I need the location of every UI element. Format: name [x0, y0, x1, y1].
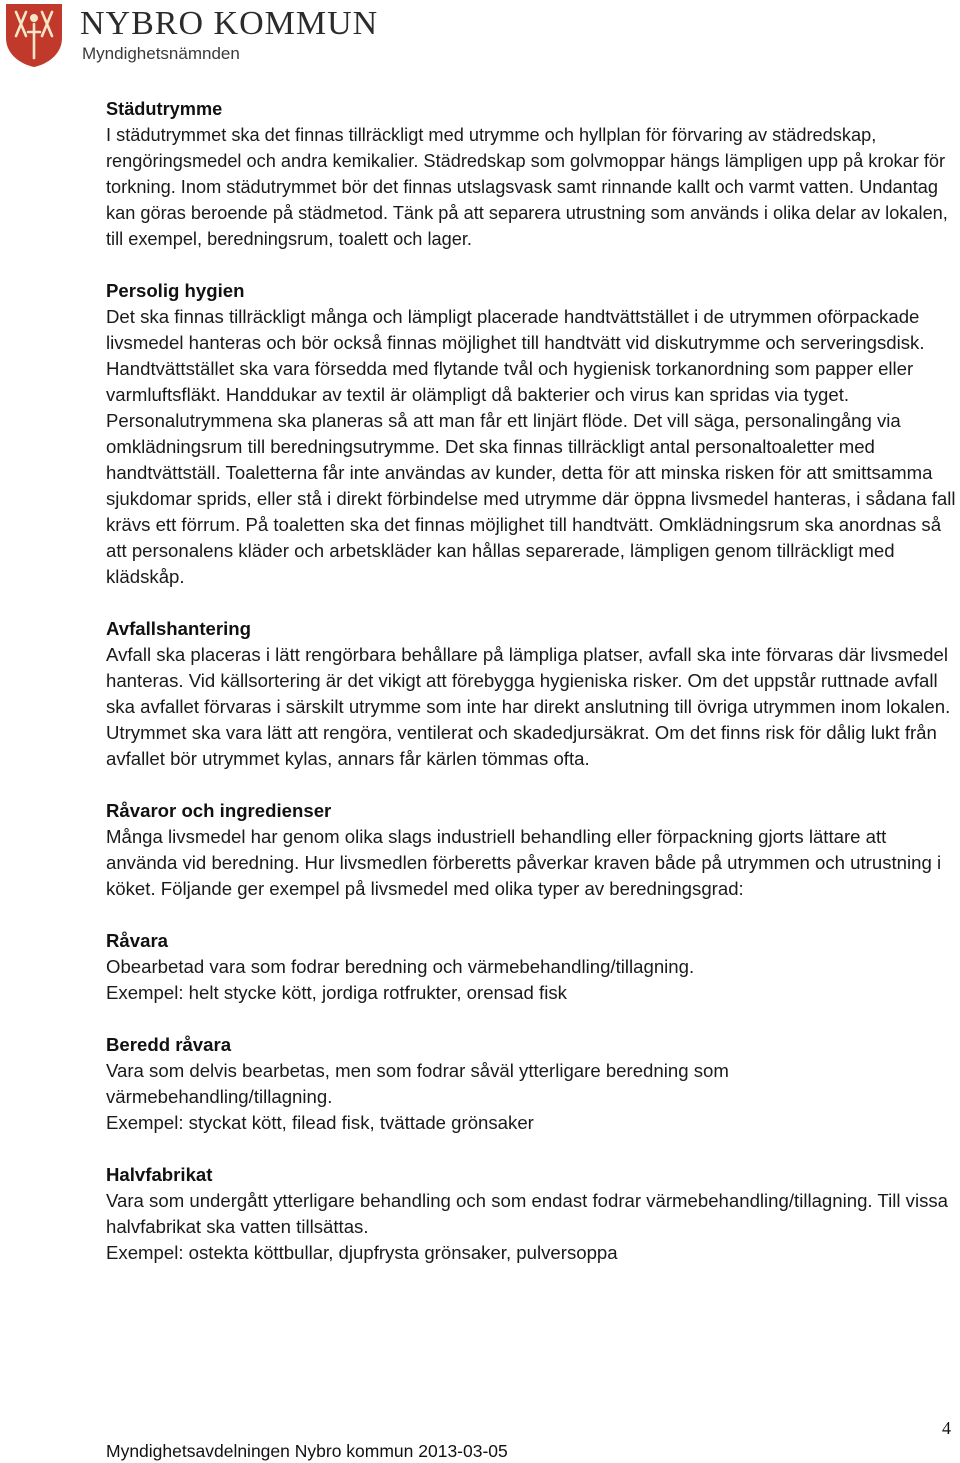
section-text: Det ska finnas tillräckligt många och lämpligt placerade handtvättstället i de utrymmen oförpackade livsmedel hanteras och bör också finnas möjlighet till handtvätt vid diskutrymme och serveringsdisk. Handtvättstället ska vara försedda med flytande tvål och hygienisk torkanordning som papper eller varmluftsfläkt. Handdukar av textil är olämpligt då bakterier och virus kan spridas via tyget. Personalutrymmena ska planeras så att man får ett linjärt flöde. Det vill säga, personalingång via omklädningsrum till beredningsutrymme. Det ska finnas tillräckligt antal personaltoaletter med handtvättställ. Toaletterna får inte användas av kunder, detta för att minska risken för att smittsamma sjukdomar sprids, eller stå i direkt förbindelse med utrymme där öppna livsmedel hanteras, i sådana fall krävs ett förrum. På toaletten ska det finnas möjlighet till handtvätt. Omklädningsrum ska anordnas så att personalens kläder och arbetskläder kan hållas separerade, lämpligen genom tillräckligt med klädskåp.: [106, 306, 956, 587]
section-text: Vara som delvis bearbetas, men som fodrar såväl ytterligare beredning som värmebehandling/tillagning.: [106, 1060, 729, 1107]
section-hygien: [106, 278, 960, 590]
section-text: Många livsmedel har genom olika slags industriell behandling eller förpackning gjorts lättare att använda vid beredning. Hur livsmedlen förberetts påverkar kraven både på utrymmen och utrustning i köket. Följande ger exempel på livsmedel med olika typer av beredningsgrad:: [106, 826, 942, 899]
section-title: Råvara: [106, 930, 169, 951]
section-example: Exempel: ostekta köttbullar, djupfrysta grönsaker, pulversoppa: [106, 1242, 618, 1263]
section-text: Avfall ska placeras i lätt rengörbara behållare på lämpliga platser, avfall ska inte förvaras där livsmedel hanteras. Vid källsortering är det vikigt att förebygga hygieniska risker. Om det uppstår ruttnade avfall ska avfallet förvaras i särskilt utrymme som inte har direkt anslutning till övriga utrymmen inom lokalen. Utrymmet ska vara lätt att rengöra, ventilerat och skadedjursäkrat. Om det finns risk för dålig lukt från avfallet bör utrymmet kylas, annars får kärlen tömmas ofta.: [106, 644, 951, 769]
org-subtitle: Myndighetsnämnden: [82, 44, 240, 63]
section-title: Städutrymme: [106, 99, 223, 119]
section-ravaror: [106, 798, 960, 902]
section-halvfabrikat: [106, 1162, 960, 1266]
footer-text: Myndighetsavdelningen Nybro kommun 2013-03-05: [106, 1441, 508, 1461]
section-text: Obearbetad vara som fodrar beredning och värmebehandling/tillagning.: [106, 956, 695, 977]
section-ravara: [106, 928, 960, 1006]
header: [0, 0, 420, 72]
document-body: [106, 96, 960, 1266]
section-text: Vara som undergått ytterligare behandling och som endast fodrar värmebehandling/tillagning. Till vissa halvfabrikat ska vatten tillsättas.: [106, 1190, 949, 1237]
section-title: Halvfabrikat: [106, 1164, 213, 1185]
section-example: Exempel: styckat kött, filead fisk, tvättade grönsaker: [106, 1112, 534, 1133]
section-title: Persolig hygien: [106, 280, 245, 301]
section-title: Avfallshantering: [106, 618, 251, 639]
org-name: NYBRO KOMMUN: [80, 5, 379, 42]
coat-of-arms-icon: [2, 2, 66, 68]
section-text: I städutrymmet ska det finnas tillräckligt med utrymme och hyllplan för förvaring av städredskap, rengöringsmedel och andra kemikalier. Städredskap som golvmoppar hängs lämpligen upp på krokar för torkning. Inom städutrymmet bör det finnas utslagsvask samt rinnande kallt och varmt vatten. Undantag kan göras beroende på städmetod. Tänk på att separera utrustning som används i olika delar av lokalen, till exempel, beredningsrum, toalett och lager.: [106, 125, 948, 249]
page-number: 4: [942, 1418, 951, 1438]
section-avfall: [106, 616, 960, 772]
section-title: Beredd råvara: [106, 1034, 232, 1055]
section-beredd-ravara: [106, 1032, 960, 1136]
section-example: Exempel: helt stycke kött, jordiga rotfrukter, orensad fisk: [106, 982, 567, 1003]
section-stadutrymme: [106, 96, 960, 252]
section-title: Råvaror och ingredienser: [106, 800, 332, 821]
